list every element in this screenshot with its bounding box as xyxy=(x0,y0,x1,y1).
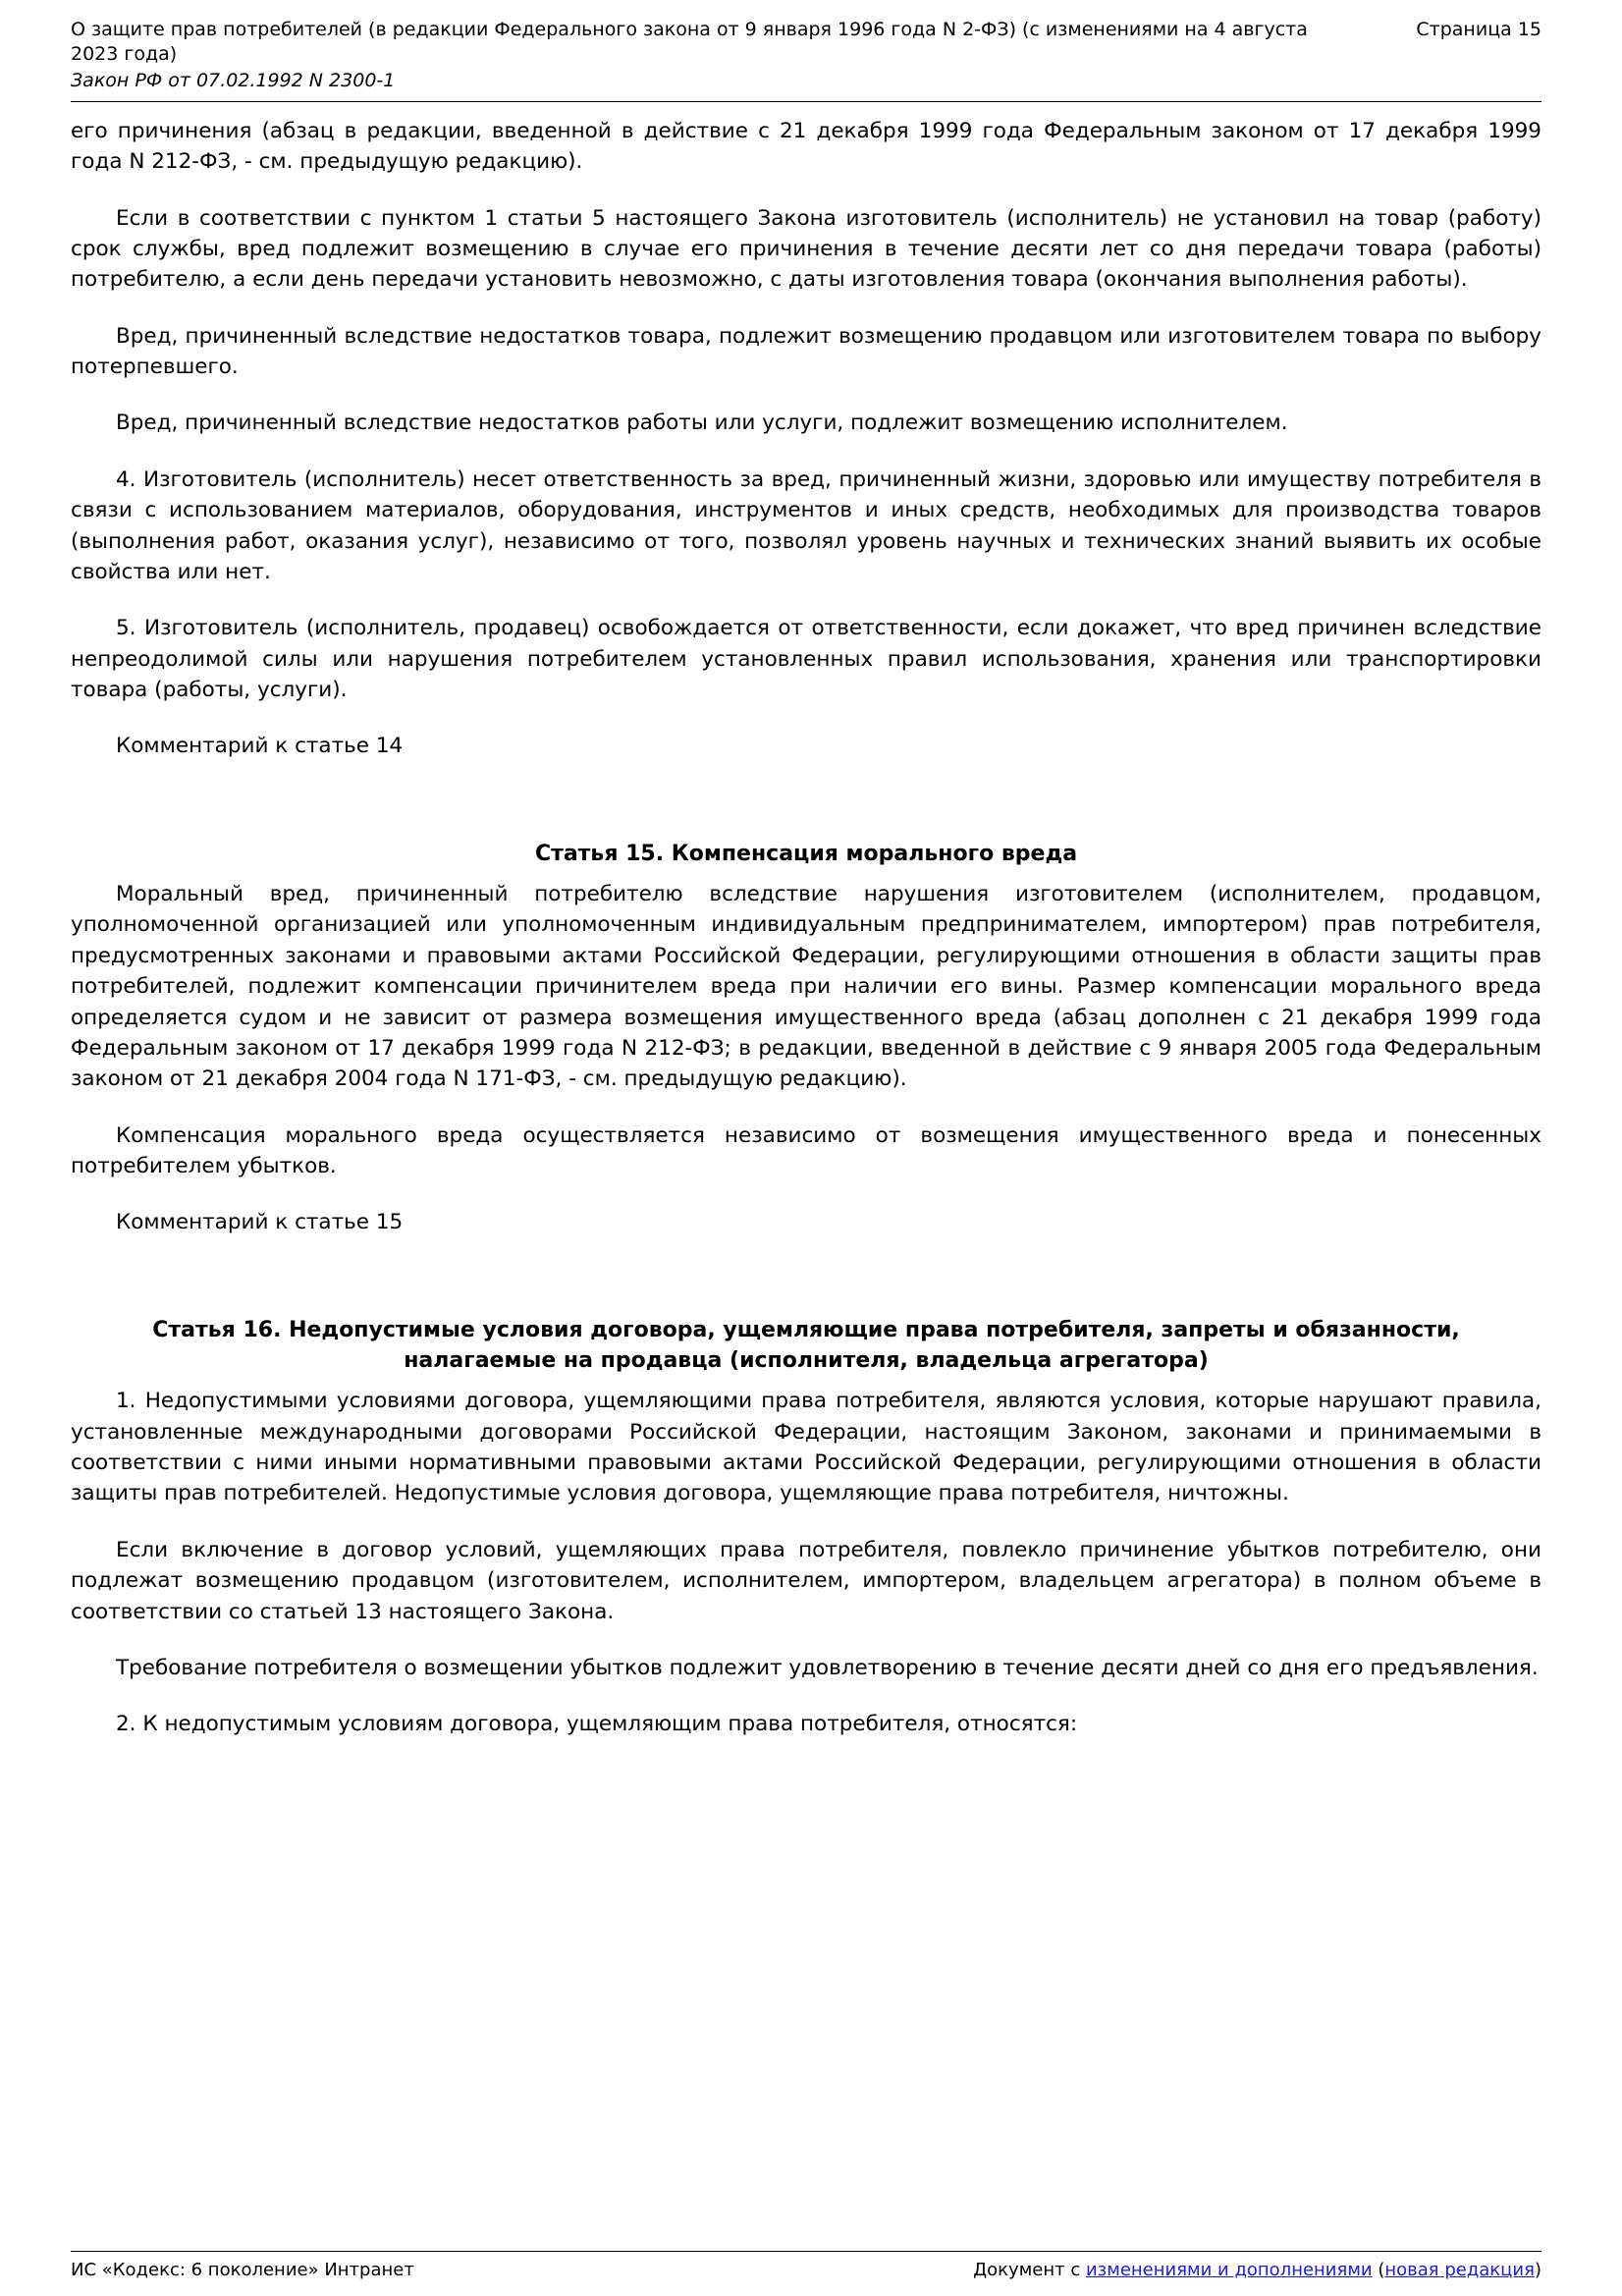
paragraph-item-2: 2. К недопустимым условиям договора, ущемляющим права потребителя, относятся: xyxy=(116,1712,1078,1737)
paragraph-continuation: его причинения (абзац в редакции, введенной в действие с 21 декабря 1999 года Федеральным законом от 17 декабря 1999 года N 212-ФЗ, - см. предыдущую редакцию). xyxy=(71,118,1541,175)
page-number: Страница 15 xyxy=(1416,19,1541,40)
article-16-heading: Статья 16. Недопустимые условия договора, ущемляющие права потребителя, запреты и обязанности, налагаемые на продавца (исполнителя, владельца агрегатора) xyxy=(152,1317,1460,1374)
article-15-block xyxy=(71,839,1541,1238)
section-spacer-2 xyxy=(71,1264,1541,1315)
document-subtitle: Закон РФ от 07.02.1992 N 2300-1 xyxy=(71,70,396,92)
page-header xyxy=(71,18,1541,102)
comment-article-14: Комментарий к статье 14 xyxy=(116,734,404,759)
footer-note-suffix: ) xyxy=(1534,2260,1541,2280)
article-16-block xyxy=(71,1315,1541,1740)
footer-system-name: ИС «Кодекс: 6 поколение» Интранет xyxy=(71,2260,414,2280)
paragraph-item-5: 5. Изготовитель (исполнитель, продавец) освобождается от ответственности, если докажет, что вред причинен вследствие непреодолимой силы или нарушения потребителем установленных правил использования, хранения или транспортировки товара (работы, услуги). xyxy=(71,616,1541,703)
paragraph-claim-term: Требование потребителя о возмещении убытков подлежит удовлетворению в течение десяти дней со дня его предъявления. xyxy=(116,1655,1539,1680)
article-15-heading: Статья 15. Компенсация морального вреда xyxy=(534,841,1078,866)
footer-link-amendments[interactable]: изменениями и дополнениями xyxy=(1085,2260,1373,2280)
comment-article-15: Комментарий к статье 15 xyxy=(116,1210,404,1235)
section-spacer xyxy=(71,788,1541,839)
paragraph-service-life: Если в соответствии с пунктом 1 статьи 5 настоящего Закона изготовитель (исполнитель) не установил на товар (работу) срок службы, вред подлежит возмещению в случае его причинения в течение десяти лет со дня передачи товара (работы) потребителю, а если день передачи установить невозможно, с даты изготовления товара (окончания выполнения работы). xyxy=(71,205,1541,293)
paragraph-item-1: 1. Недопустимыми условиями договора, ущемляющими права потребителя, являются условия, которые нарушают правила, установленные международными договорами Российской Федерации, настоящим Законом, законами и принимаемыми в соответствии с ними иными нормативными правовыми актами Российской Федерации, регулирующими отношения в области защиты прав потребителей. Недопустимые условия договора, ущемляющие права потребителя, ничтожны. xyxy=(71,1389,1541,1506)
page-footer xyxy=(71,2251,1541,2296)
document-title: О защите прав потребителей (в редакции Федерального закона от 9 января 1996 года N 2-ФЗ) (с изменениями на 4 августа 2023 года) xyxy=(71,19,1308,66)
paragraph-moral-harm: Моральный вред, причиненный потребителю вследствие нарушения изготовителем (исполнителем, продавцом, уполномоченной организацией или уполномоченным индивидуальным предпринимателем, импортером) прав потребителя, предусмотренных законами и правовыми актами Российской Федерации, регулирующими отношения в области защиты прав потребителей, подлежит компенсации причинителем вреда при наличии его вины. Размер компенсации морального вреда определяется судом и не зависит от размера возмещения имущественного вреда (абзац дополнен с 21 декабря 1999 года Федеральным законом от 17 декабря 1999 года N 212-ФЗ; в редакции, введенной в действие с 9 января 2005 года Федеральным законом от 21 декабря 2004 года N 171-ФЗ, - см. предыдущую редакцию). xyxy=(71,882,1541,1092)
paragraph-item-4: 4. Изготовитель (исполнитель) несет ответственность за вред, причиненный жизни, здоровью или имуществу потребителя в связи с использованием материалов, оборудования, инструментов и иных средств, необходимых для производства товаров (выполнения работ, оказания услуг), независимо от того, позволял уровень научных и технических знаний выявить их особые свойства или нет. xyxy=(71,466,1541,584)
footer-divider xyxy=(71,2251,1541,2252)
paragraph-losses: Если включение в договор условий, ущемляющих права потребителя, повлекло причинение убытков потребителю, они подлежат возмещению продавцом (изготовителем, исполнителем, импортером, владельцем агрегатора) в полном объеме в соответствии со статьей 13 настоящего Закона. xyxy=(71,1537,1541,1624)
paragraph-goods-defect-harm: Вред, причиненный вследствие недостатков товара, подлежит возмещению продавцом или изготовителем товара по выбору потерпевшего. xyxy=(71,323,1541,380)
footer-note-prefix: Документ с xyxy=(973,2260,1086,2280)
footer-note-mid: ( xyxy=(1372,2260,1385,2280)
footer-row xyxy=(71,2260,1541,2280)
footer-link-new-edition[interactable]: новая редакция xyxy=(1384,2260,1535,2280)
header-top-row xyxy=(71,18,1541,67)
footer-document-note xyxy=(973,2260,1541,2280)
document-content xyxy=(71,102,1541,2251)
paragraph-work-defect-harm: Вред, причиненный вследствие недостатков работы или услуги, подлежит возмещению исполнителем. xyxy=(116,410,1288,436)
paragraph-moral-compensation: Компенсация морального вреда осуществляется независимо от возмещения имущественного вреда и понесенных потребителем убытков. xyxy=(71,1122,1541,1179)
